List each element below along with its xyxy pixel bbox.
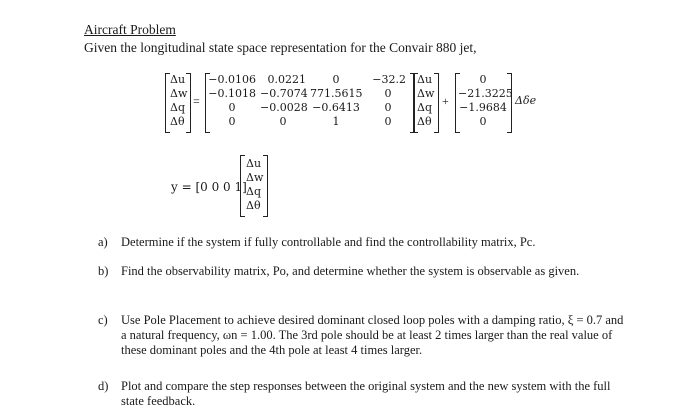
a-12: 0.0221 [267,73,306,86]
a-43: 1 [332,115,340,128]
question-b-text: Find the observability matrix, Po, and determine whether the system is observable as given. [121,264,580,278]
question-c-text: Use Pole Placement to achieve desired dominant closed loop poles with a damping ratio, ξ = 0.7 and a natural frequency, ωn = 1.00. The 3rd pole should be at least 2 times larger than the real value of these dominant poles and the 4th pole at least 4 times larger. [121,313,624,357]
a-22: −0.7074 [260,87,308,100]
a-24: 0 [384,87,392,100]
x-right-bracket [434,73,439,133]
a-21: −0.1018 [208,87,256,100]
a-44: 0 [384,115,392,128]
a-31: 0 [228,101,236,114]
question-d-label: d) [98,379,109,393]
a-33: −0.6413 [312,101,360,114]
b-1: 0 [479,73,487,86]
x-dq: Δq [417,101,432,114]
question-d-text: Plot and compare the step responses between the original system and the new system with the full state feedback. [121,379,611,408]
a-32: −0.0028 [260,101,308,114]
a-41: 0 [228,115,236,128]
b-2: −21.3225 [458,87,513,100]
b-4: 0 [479,115,487,128]
a-13: 0 [332,73,340,86]
equals-sign: = [193,94,200,108]
a-14: −32.2 [372,73,406,86]
question-a-label: a) [98,235,108,249]
a-11: −0.0106 [208,73,256,86]
y-dw: Δw [246,171,264,184]
y-du: Δu [246,157,262,170]
y-dq: Δq [246,185,261,198]
question-c-label: c) [98,313,108,327]
y-left-bracket [240,155,245,217]
output-lhs: y = [0 0 0 1] [171,180,247,194]
lhs-dq: Δq [170,101,185,114]
plus-sign: + [442,94,449,108]
a-34: 0 [384,101,392,114]
a-23: 771.5615 [310,87,363,100]
y-dtheta: Δθ [246,199,261,212]
x-du: Δu [417,73,433,86]
lhs-right-bracket [186,73,191,133]
b-3: −1.9684 [459,101,507,114]
y-right-bracket [263,155,268,217]
question-a-text: Determine if the system if fully controllable and find the controllability matrix, Pc. [121,235,536,249]
input-delta-e: Δδe [515,94,537,107]
question-b-label: b) [98,264,109,278]
problem-title: Aircraft Problem [84,22,176,37]
lhs-du: Δu [170,73,186,86]
intro-text: Given the longitudinal state space representation for the Convair 880 jet, [84,40,477,55]
a-42: 0 [279,115,287,128]
x-dtheta: Δθ [417,115,432,128]
lhs-dw: Δw [170,87,188,100]
lhs-dtheta: Δθ [170,115,185,128]
x-dw: Δw [417,87,435,100]
